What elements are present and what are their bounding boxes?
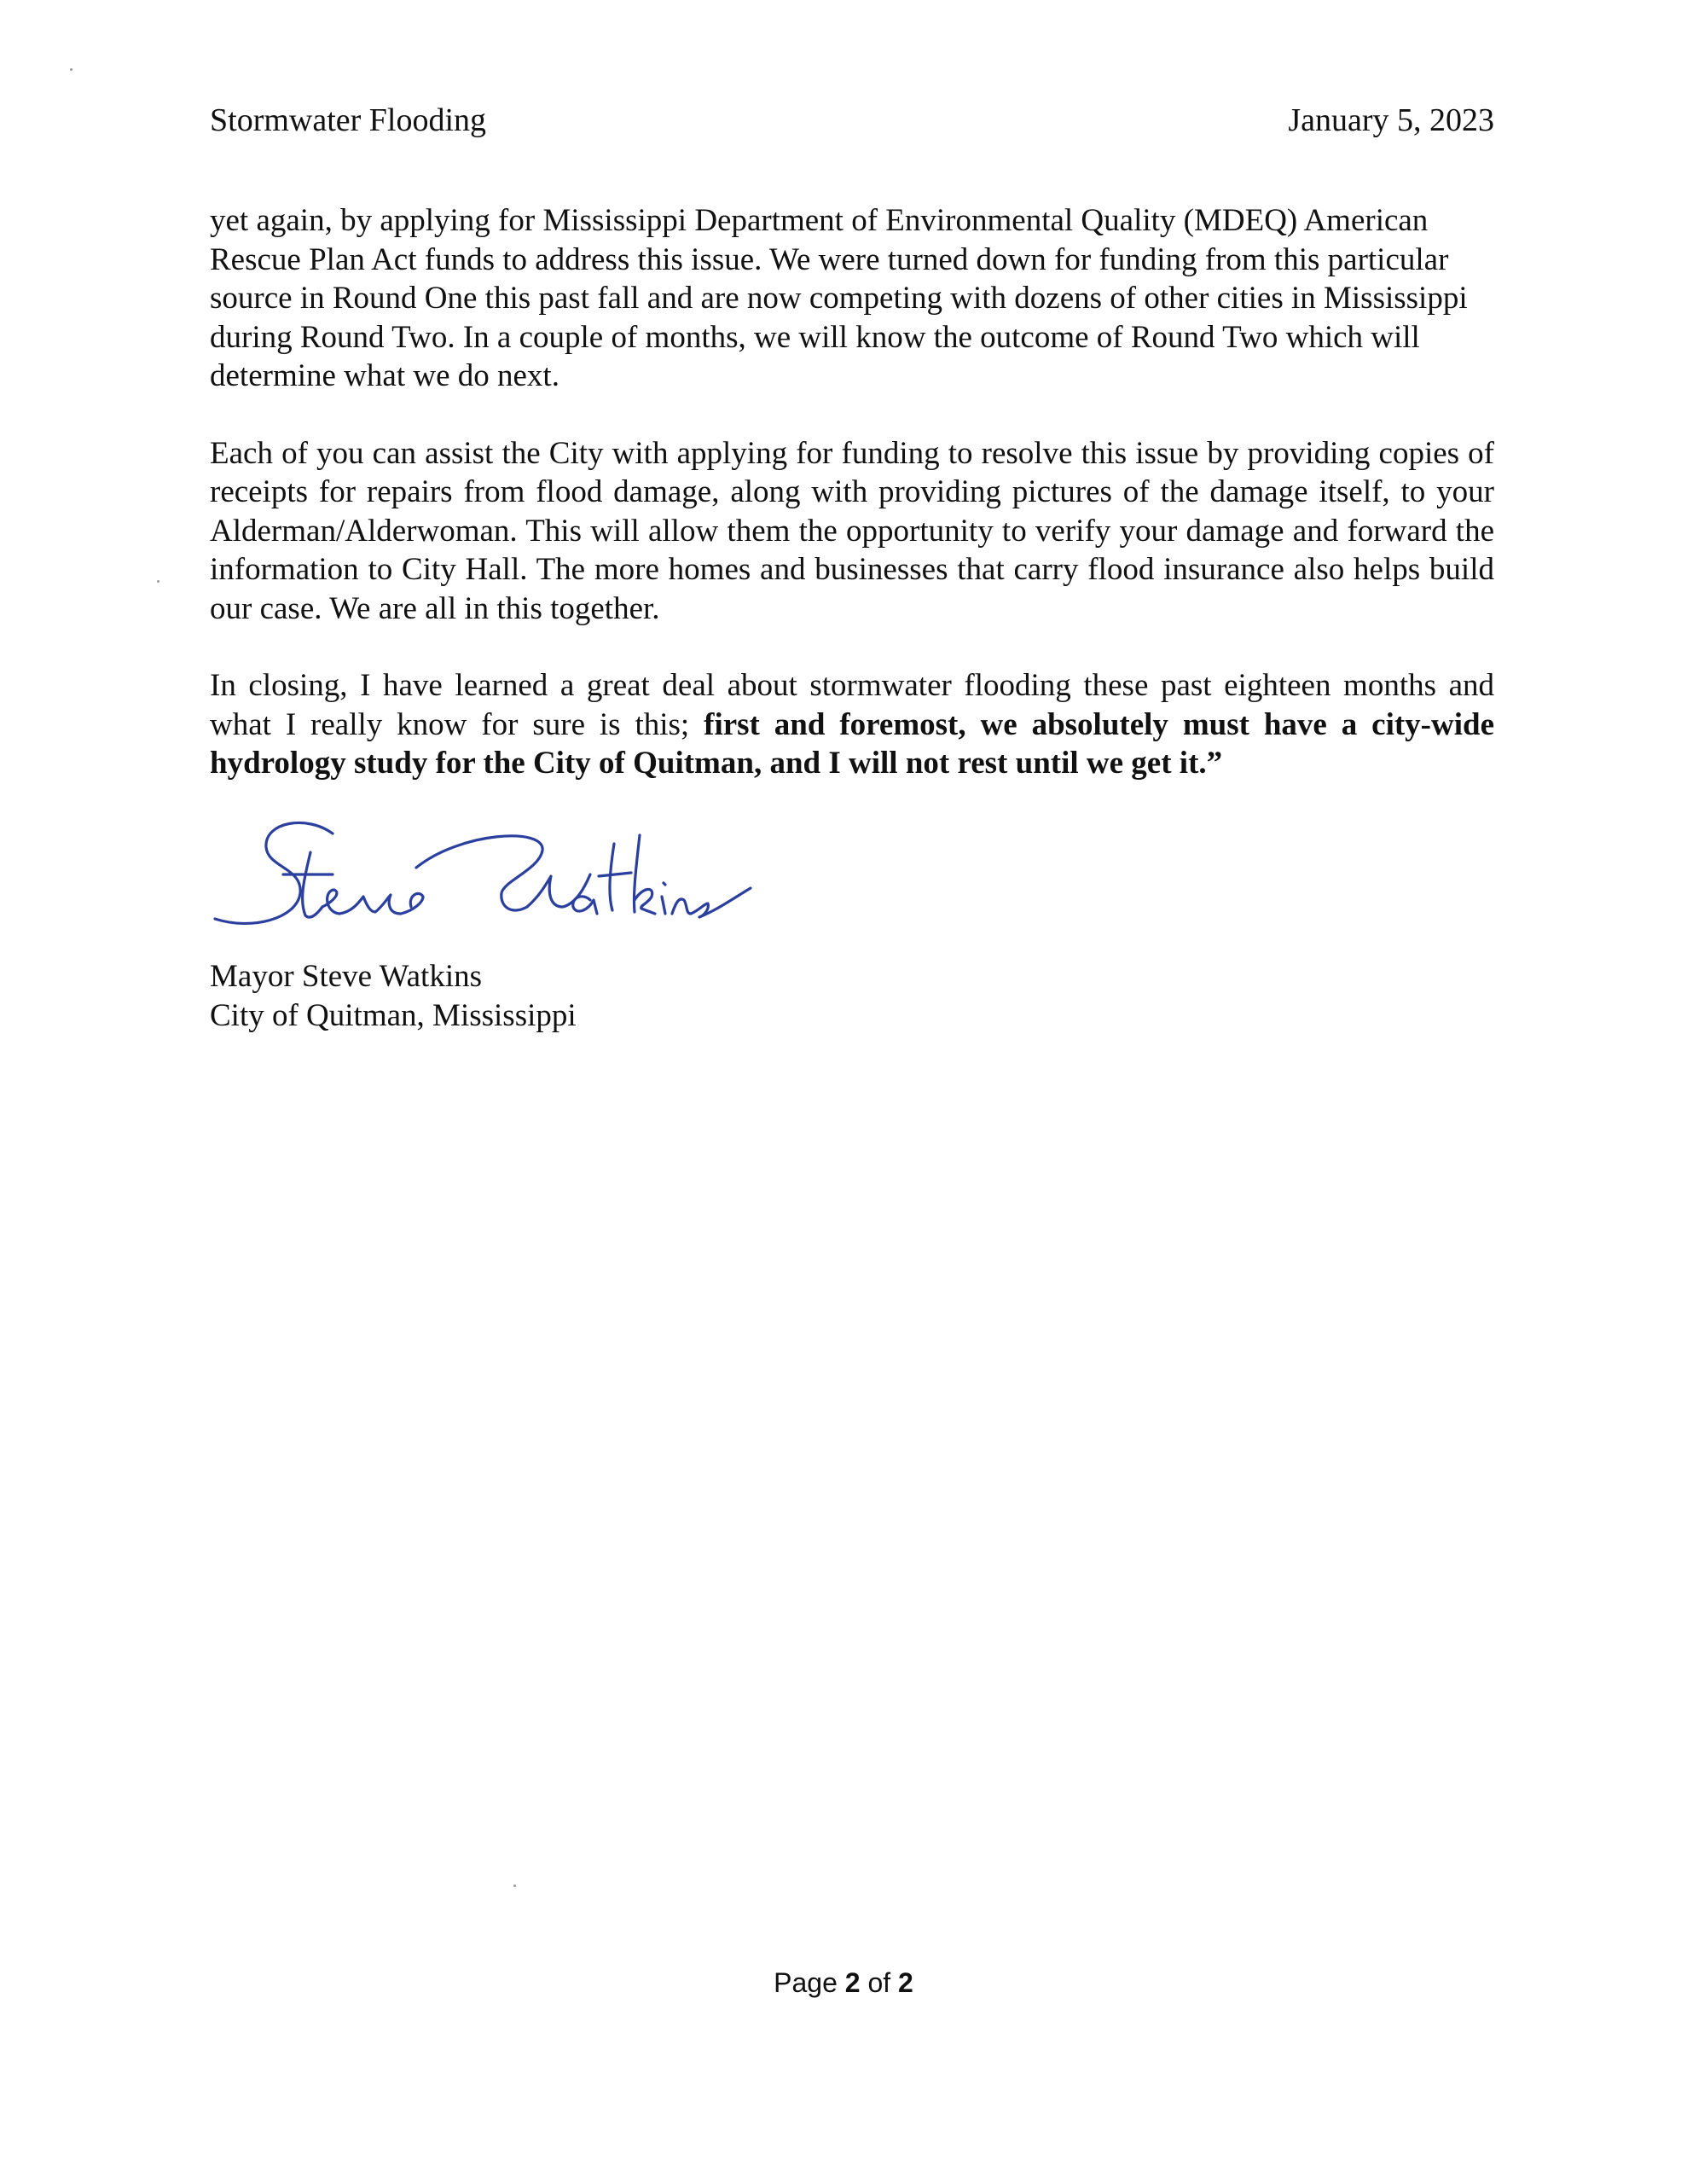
page-number: [0, 1966, 1687, 2000]
paragraph-3-regular-text: In closing, I have learned a great deal about stormwater flooding these past eighteen months and what I really know for sure is this;: [210, 668, 1494, 742]
signer-name: Mayor Steve Watkins: [210, 959, 483, 994]
page-header: [210, 101, 1494, 140]
body-paragraph-1: yet again, by applying for Mississippi Department of Environmental Quality (MDEQ) American Rescue Plan Act funds to address this issue. We were turned down for funding from this particular source in Round One this past fall and are now competing with dozens of other cities in Mississippi during Round Two. In a couple of months, we will know the outcome of Round Two which will determine what we do next.: [210, 203, 1468, 393]
signature-stroke-eve: [322, 890, 423, 914]
signature-stroke-t2: [599, 844, 631, 910]
scan-speck: [70, 68, 72, 71]
page-number-total: 2: [898, 1967, 913, 1998]
signature-stroke-i: [662, 883, 665, 914]
header-subject: Stormwater Flooding: [210, 102, 487, 138]
letter-body: [210, 201, 1494, 822]
scan-speck: [157, 580, 159, 583]
signature-stroke-w: [416, 836, 590, 910]
signature-stroke-ns: [672, 888, 751, 917]
handwritten-signature: [205, 815, 785, 951]
signature-stroke-k: [634, 835, 655, 914]
signer-location: City of Quitman, Mississippi: [210, 997, 577, 1033]
page-number-word: Page: [774, 1967, 838, 1998]
body-paragraph-2: Each of you can assist the City with applying for funding to resolve this issue by providing copies of receipts for repairs from flood damage, along with providing pictures of the damage itself, to your Alderman/Alderwoman. This will allow them the opportunity to verify your damage and forward the information to City Hall. The more homes and businesses that carry flood insurance also helps build our case. We are all in this together.: [210, 435, 1494, 626]
body-paragraph-3: [210, 666, 1494, 783]
page-number-of: of: [867, 1967, 891, 1998]
signature-stroke-t: [283, 852, 333, 917]
scan-speck: [513, 1885, 516, 1887]
paragraph-3-bold-text: first and foremost, we absolutely must have a city-wide hydrology study for the City of Quitman, and I will not rest until we get it.”: [210, 706, 1494, 781]
signature-stroke-a: [573, 897, 597, 914]
page-number-current: 2: [844, 1967, 861, 1998]
header-date: January 5, 2023: [1288, 102, 1494, 138]
signoff-block: [210, 957, 577, 1035]
